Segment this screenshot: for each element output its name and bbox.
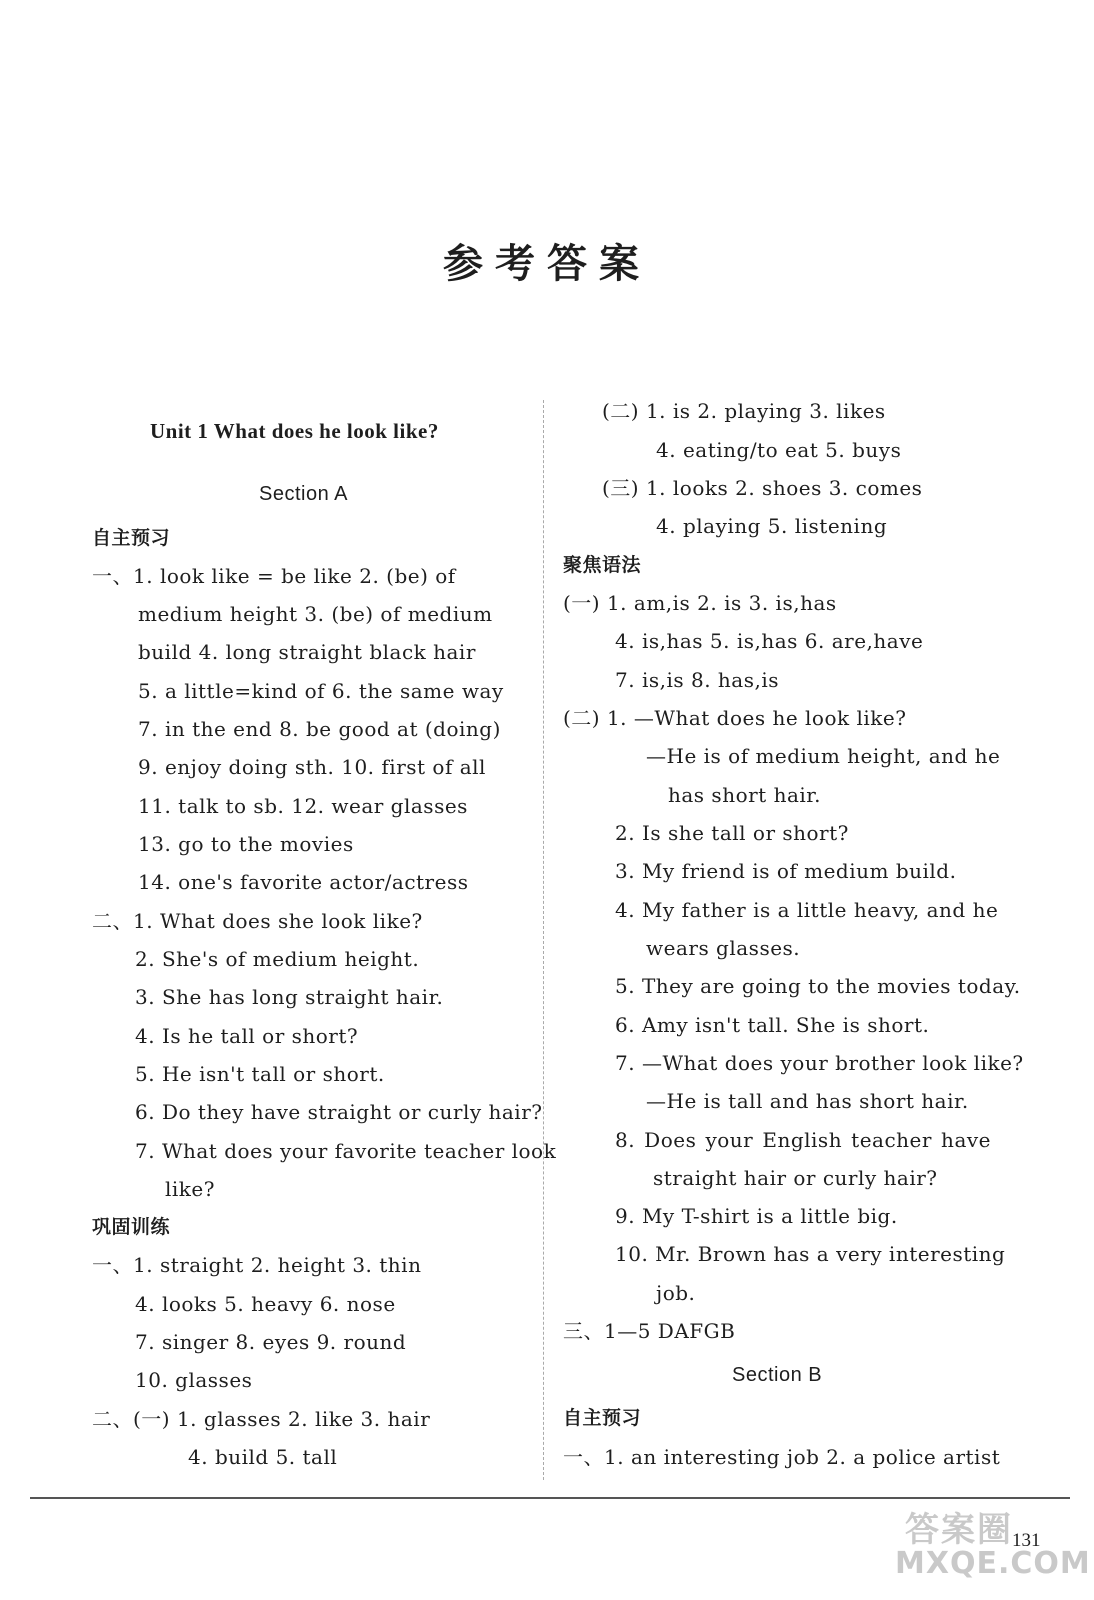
answer-line: straight hair or curly hair? xyxy=(653,1166,938,1190)
answer-line: 4. My father is a little heavy, and he xyxy=(615,898,999,922)
heading-zizhu-yuxi: 自主预习 xyxy=(92,527,171,549)
answer-line: 4. looks 5. heavy 6. nose xyxy=(135,1292,396,1316)
watermark-text-bottom: MXQE.COM xyxy=(895,1546,1091,1581)
answer-line: 9. enjoy doing sth. 10. first of all xyxy=(138,755,486,779)
column-divider xyxy=(543,400,544,1480)
answer-line: job. xyxy=(656,1281,696,1305)
answer-line: like? xyxy=(165,1177,215,1201)
answer-line: 3. My friend is of medium build. xyxy=(615,859,957,883)
heading-zizhu-yuxi-b: 自主预习 xyxy=(563,1407,642,1429)
heading-jujiao-yufa: 聚焦语法 xyxy=(563,554,642,576)
answer-line: 6. Do they have straight or curly hair? xyxy=(135,1100,543,1124)
unit-title: Unit 1 What does he look like? xyxy=(150,419,439,443)
answer-line: 11. talk to sb. 12. wear glasses xyxy=(138,794,468,818)
answer-line: 5. They are going to the movies today. xyxy=(615,974,1021,998)
answer-line: 7. What does your favorite teacher look xyxy=(135,1139,557,1163)
watermark-logo xyxy=(895,1500,1091,1590)
answer-line: wears glasses. xyxy=(646,936,801,960)
footer-rule xyxy=(30,1497,1070,1499)
answer-line: 9. My T-shirt is a little big. xyxy=(615,1204,898,1228)
heading-gonggu-xunlian: 巩固训练 xyxy=(92,1216,171,1238)
answer-line: 7. —What does your brother look like? xyxy=(615,1051,1024,1075)
answer-line: 4. Is he tall or short? xyxy=(135,1024,359,1048)
answer-line: has short hair. xyxy=(668,783,821,807)
answer-line: 14. one's favorite actor/actress xyxy=(138,870,469,894)
answer-line: 8. Does your English teacher have xyxy=(615,1128,991,1152)
answer-line: 3. She has long straight hair. xyxy=(135,985,444,1009)
section-a-title: Section A xyxy=(259,483,349,505)
answer-line: (二) 1. is 2. playing 3. likes xyxy=(602,399,886,423)
answer-line: 4. is,has 5. is,has 6. are,have xyxy=(615,629,924,653)
section-b-title: Section B xyxy=(732,1364,823,1386)
answer-line: build 4. long straight black hair xyxy=(138,640,476,664)
answer-line: 二、1. What does she look like? xyxy=(92,909,423,933)
answer-line: —He is tall and has short hair. xyxy=(646,1089,969,1113)
answer-line: 7. is,is 8. has,is xyxy=(615,668,779,692)
answer-line: 4. playing 5. listening xyxy=(656,514,888,538)
answer-line: 三、1—5 DAFGB xyxy=(563,1319,736,1343)
answer-line: 一、1. an interesting job 2. a police artist xyxy=(563,1445,1001,1469)
answer-line: 5. a little=kind of 6. the same way xyxy=(138,679,504,703)
answer-line: (二) 1. —What does he look like? xyxy=(563,706,907,730)
answer-line: 2. Is she tall or short? xyxy=(615,821,849,845)
answer-line: medium height 3. (be) of medium xyxy=(138,602,493,626)
answer-line: 4. build 5. tall xyxy=(188,1445,338,1469)
answer-line: 13. go to the movies xyxy=(138,832,354,856)
answer-line: 一、1. look like = be like 2. (be) of xyxy=(92,564,456,588)
answer-line: 5. He isn't tall or short. xyxy=(135,1062,385,1086)
answer-line: 10. Mr. Brown has a very interesting xyxy=(615,1242,1006,1266)
answer-line: 4. eating/to eat 5. buys xyxy=(656,438,902,462)
page-title: 参考答案 xyxy=(443,241,651,287)
answer-line: (一) 1. am,is 2. is 3. is,has xyxy=(563,591,837,615)
answer-line: 一、1. straight 2. height 3. thin xyxy=(92,1253,422,1277)
answer-line: 2. She's of medium height. xyxy=(135,947,420,971)
answer-line: (三) 1. looks 2. shoes 3. comes xyxy=(602,476,923,500)
answer-line: 二、(一) 1. glasses 2. like 3. hair xyxy=(92,1407,431,1431)
answer-line: 7. singer 8. eyes 9. round xyxy=(135,1330,407,1354)
watermark-text-top: 答案圈 xyxy=(905,1510,1013,1550)
answer-line: 10. glasses xyxy=(135,1368,253,1392)
answer-line: 7. in the end 8. be good at (doing) xyxy=(138,717,501,741)
page-number: 131 xyxy=(1012,1530,1041,1551)
answer-line: 6. Amy isn't tall. She is short. xyxy=(615,1013,930,1037)
answer-line: —He is of medium height, and he xyxy=(646,744,1001,768)
